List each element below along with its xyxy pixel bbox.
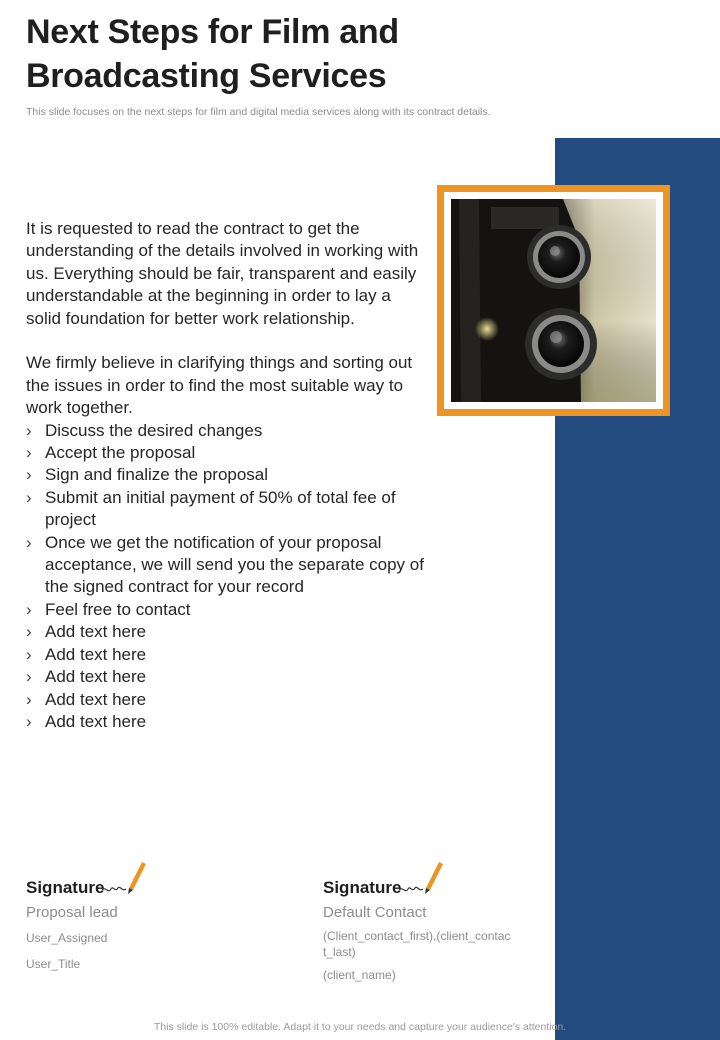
signature-client-contact: (Client_contact_first),(client_contact_last) <box>323 929 511 959</box>
signature-role: Default Contact <box>323 904 427 921</box>
chevron-right-icon: › <box>26 622 32 642</box>
list-item: › Submit an initial payment of 50% of total fee of project <box>26 487 396 530</box>
list-item: › Accept the proposal <box>26 442 426 464</box>
signature-user-title: User_Title <box>26 957 81 971</box>
intro-paragraph: It is requested to read the contract to get the understanding of the details involved in working with us. Everything should be fair, transparent and easily understandable at the beginning in order to lay a solid foundation for better work relationship. <box>26 219 419 328</box>
list-item: › Discuss the desired changes <box>26 420 426 442</box>
pen-signature-icon <box>102 858 148 898</box>
chevron-right-icon: › <box>26 532 32 552</box>
list-item: › Add text here <box>26 689 426 711</box>
list-item: › Add text here <box>26 644 426 666</box>
chevron-right-icon: › <box>26 711 32 731</box>
list-item: › Sign and finalize the proposal <box>26 464 426 486</box>
photo-frame <box>437 185 670 416</box>
list-item: › Add text here <box>26 666 426 688</box>
camera-photo <box>451 199 656 402</box>
chevron-right-icon: › <box>26 689 32 709</box>
signature-role: Proposal lead <box>26 904 118 921</box>
chevron-right-icon: › <box>26 667 32 687</box>
page-subtitle: This slide focuses on the next steps for film and digital media services along with its contract details. <box>26 106 491 118</box>
signature-label: Signature <box>26 878 105 897</box>
belief-paragraph: We firmly believe in clarifying things and sorting out the issues in order to find the most suitable way to work together. <box>26 353 413 418</box>
list-item: › Feel free to contact <box>26 599 426 621</box>
steps-list <box>26 420 426 734</box>
footer-note: This slide is 100% editable. Adapt it to your needs and capture your audience's attention. <box>153 1021 567 1033</box>
chevron-right-icon: › <box>26 420 32 440</box>
camera-photo-image <box>451 199 656 402</box>
list-item: › Add text here <box>26 621 426 643</box>
page-title: Next Steps for Film and Broadcasting Services <box>26 13 399 95</box>
body-text <box>26 218 426 733</box>
signature-client-name: (client_name) <box>323 968 396 982</box>
list-item: › Add text here <box>26 711 426 733</box>
signature-block-default-contact <box>323 858 523 983</box>
signature-user-assigned: User_Assigned <box>26 931 108 945</box>
signature-label: Signature <box>323 878 402 897</box>
chevron-right-icon: › <box>26 599 32 619</box>
list-item: › Once we get the notification of your proposal acceptance, we will send you the separate copy of the signed contract for your record <box>26 532 424 597</box>
chevron-right-icon: › <box>26 443 32 463</box>
signature-block-proposal-lead <box>26 858 226 972</box>
chevron-right-icon: › <box>26 487 32 507</box>
chevron-right-icon: › <box>26 644 32 664</box>
chevron-right-icon: › <box>26 465 32 485</box>
pen-signature-icon <box>399 858 445 898</box>
